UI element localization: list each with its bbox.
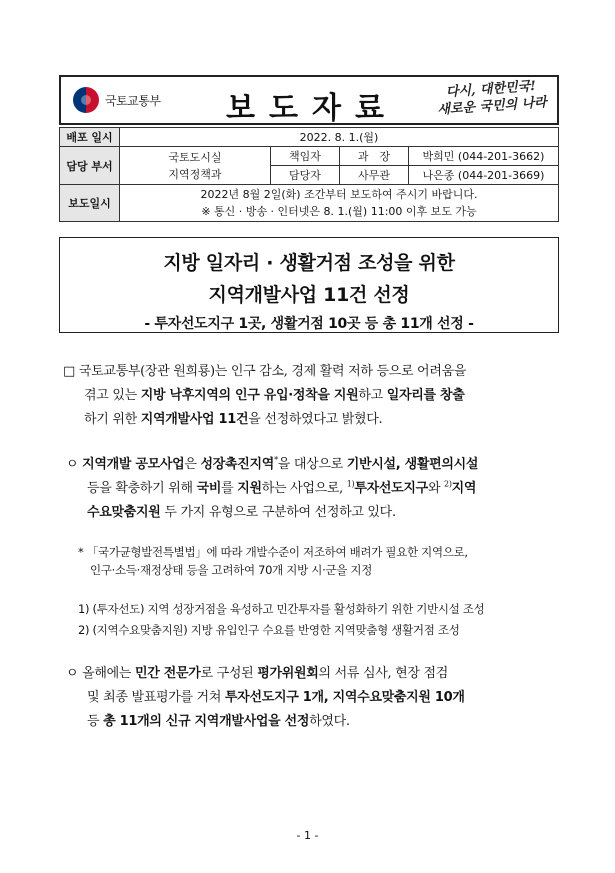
footnote-2: 2) (지역수요맞춤지원) 지방 유입인구 수요를 반영한 지역맞춤형 생활거점 조성	[78, 623, 460, 637]
text-run: 올해에는	[82, 666, 135, 681]
release-label: 보도일시	[60, 185, 120, 222]
text-run: 지역개발사업 11건	[140, 412, 249, 427]
responsible-contact: 박희민 (044-201-3662)	[409, 147, 559, 166]
text-run: 총 11개의 신규 지역개발사업을 선정	[103, 714, 310, 729]
document-title: 보도자료	[226, 91, 398, 126]
text-run: 은	[184, 457, 201, 472]
circle-bullet-icon: ㅇ	[66, 457, 79, 472]
staff-title: 사무관	[340, 166, 409, 185]
text-run: 겪고 있는	[84, 388, 141, 403]
text-run: 와	[427, 481, 445, 496]
headline-line-2: 지역개발사업 11건 선정	[208, 284, 410, 306]
headline-box	[59, 237, 559, 333]
release-time	[120, 185, 559, 222]
footnote-star-line-2: 인구·소득·재정상태 등을 고려하여 70개 지방 시·군을 지정	[90, 563, 373, 577]
table-row	[60, 185, 559, 222]
paragraph-1	[63, 360, 563, 432]
slogan-line-1: 다시, 대한민국!	[445, 78, 537, 101]
press-release-header	[59, 75, 559, 125]
distribution-label: 배포 일시	[60, 128, 120, 147]
department-label: 담당 부서	[60, 147, 120, 185]
footnote-marker: 1)	[346, 479, 355, 489]
text-run: 평가위원회	[257, 666, 319, 681]
text-run: 하는 사업으로,	[261, 481, 347, 496]
text-run: 투자선도지구	[354, 481, 428, 496]
ministry-name: 국토교통부	[105, 94, 161, 108]
table-row	[60, 128, 559, 147]
text-run: 성장촉진지역	[200, 457, 275, 472]
text-run: 의 서류 심사, 현장 점검	[318, 666, 448, 681]
text-run: 수요맞춤지원	[87, 505, 161, 520]
department-name-2: 지역정책과	[168, 167, 222, 181]
footnote-star	[78, 543, 563, 579]
distribution-date: 2022. 8. 1.(월)	[120, 128, 559, 147]
text-run: 지역개발 공모사업	[82, 457, 185, 472]
text-run: 하고	[358, 388, 387, 403]
text-run: 및 최종 발표평가를 거쳐	[87, 690, 225, 705]
release-info-table	[59, 127, 559, 222]
ministry-logo-icon	[73, 87, 99, 113]
footnote-star-line-1: * 「국가균형발전특별법」에 따라 개발수준이 저조하여 배려가 필요한 지역으로,	[78, 545, 468, 559]
headline-subtitle: - 투자선도지구 1곳, 생활거점 10곳 등 총 11개 선정 -	[144, 316, 474, 332]
staff-label: 담당자	[271, 166, 340, 185]
responsible-label: 책임자	[271, 147, 340, 166]
text-run: 국토교통부(장관 원희룡)는 인구 감소, 경제 활력 저하 등으로 어려움을	[78, 364, 467, 379]
headline-line-1: 지방 일자리 · 생활거점 조성을 위한	[163, 252, 455, 274]
text-run: 하였다.	[309, 714, 350, 729]
text-run: 등을 확충하기 위해	[87, 481, 197, 496]
department-name	[120, 147, 271, 185]
slogan-line-2: 새로운 국민의 나라	[436, 95, 548, 118]
footnotes-numbered	[78, 600, 563, 639]
text-run: 지역	[451, 481, 477, 496]
text-run: 지원	[237, 481, 262, 496]
text-run: 등	[87, 714, 104, 729]
slogan-logo	[428, 77, 555, 120]
footnote-marker: 2)	[444, 479, 452, 489]
text-run: 지방 낙후지역의 인구 유입·정착을 지원	[140, 388, 359, 403]
text-run: 국비	[196, 481, 222, 496]
text-run: 민간 전문가	[134, 666, 201, 681]
footnote-marker: *	[274, 455, 278, 465]
circle-bullet-icon: ㅇ	[66, 666, 79, 681]
text-run: 두 가지 유형으로 구분하여 선정하고 있다.	[160, 505, 396, 520]
staff-contact: 나은종 (044-201-3669)	[409, 166, 559, 185]
text-run: 로 구성된	[200, 666, 258, 681]
paragraph-3	[66, 662, 561, 734]
text-run: 투자선도지구 1개, 지역수요맞춤지원 10개	[224, 690, 465, 705]
release-line-1: 2022년 8월 2일(화) 조간부터 보도하여 주시기 바랍니다.	[200, 188, 478, 201]
text-run: 를	[221, 481, 238, 496]
responsible-title: 과 장	[340, 147, 409, 166]
paragraph-2	[66, 453, 561, 525]
footnote-1: 1) (투자선도) 지역 성장거점을 육성하고 민간투자를 활성화하기 위한 기반시설 조성	[78, 602, 485, 616]
text-run: 기반시설, 생활편의시설	[346, 457, 479, 472]
release-line-2: ※ 통신 · 방송 · 인터넷은 8. 1.(월) 11:00 이후 보도 가능	[201, 205, 477, 218]
square-bullet-icon: □	[63, 364, 75, 379]
text-run: 하기 위한	[84, 412, 141, 427]
page-number: - 1 -	[296, 829, 319, 842]
text-run: 을 선정하였다고 밝혔다.	[248, 412, 383, 427]
text-run: 을 대상으로	[277, 457, 347, 472]
table-row	[60, 147, 559, 166]
department-name-1: 국토도시실	[168, 150, 222, 164]
text-run: 일자리를 창출	[386, 388, 465, 403]
